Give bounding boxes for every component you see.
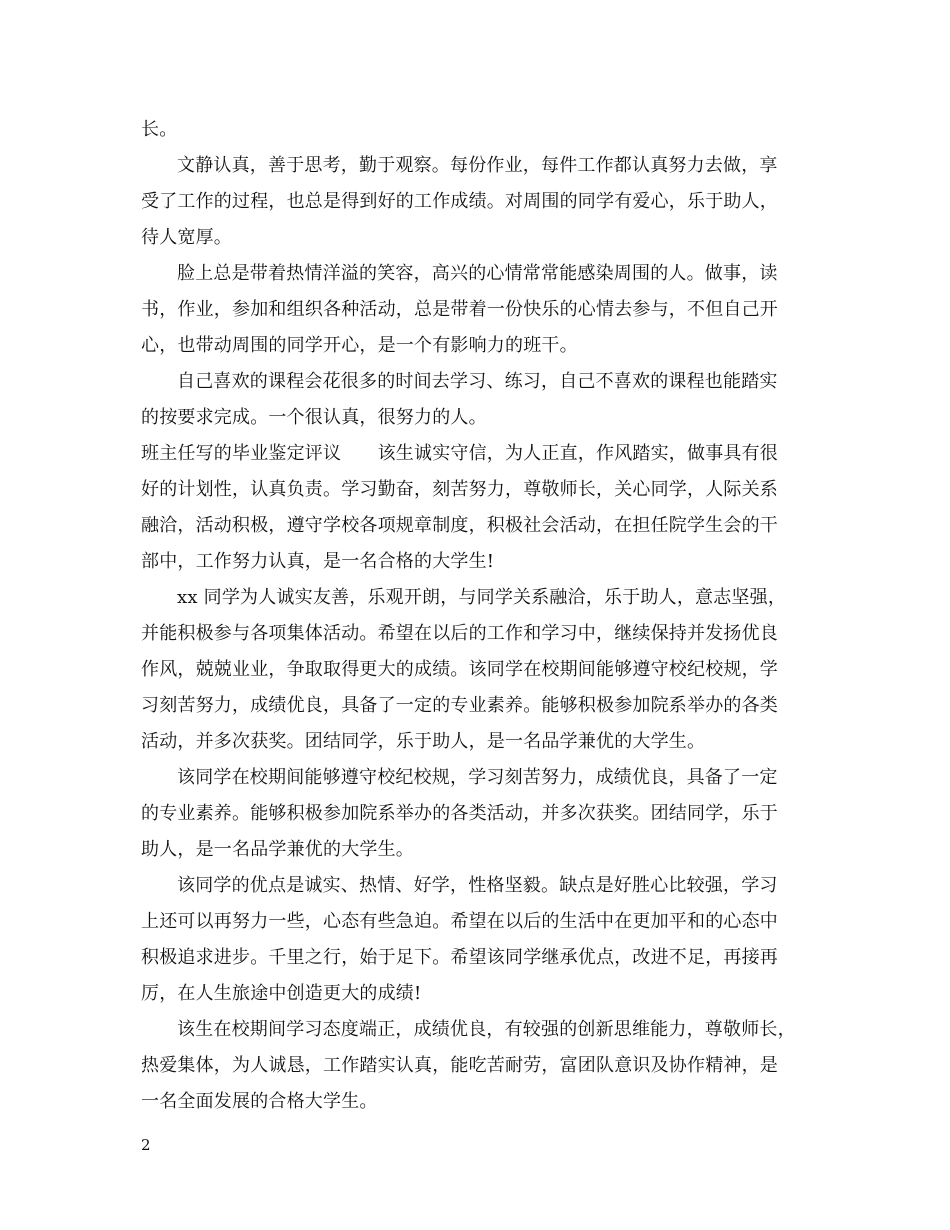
paragraph-5-line-2: 好的计划性，认真负责。学习勤奋，刻苦努力，尊敬师长，关心同学，人际关系 xyxy=(141,479,778,500)
paragraph-8-line-4: 厉，在人生旅途中创造更大的成绩! xyxy=(141,983,422,1004)
paragraph-8-line-2: 上还可以再努力一些，心态有些急迫。希望在以后的生活中在更加平和的心态中 xyxy=(141,911,778,932)
paragraph-2-line-1: 文静认真，善于思考，勤于观察。每份作业，每件工作都认真努力去做，享 xyxy=(177,155,778,176)
paragraph-7-line-3: 助人，是一名品学兼优的大学生。 xyxy=(141,839,414,860)
paragraph-2-line-2: 受了工作的过程，也总是得到好的工作成绩。对周围的同学有爱心，乐于助人， xyxy=(141,191,778,212)
paragraph-2-line-3: 待人宽厚。 xyxy=(141,227,232,248)
paragraph-7-line-1: 该同学在校期间能够遵守校纪校规，学习刻苦努力，成绩优良，具备了一定 xyxy=(177,767,778,788)
paragraph-5-line-4: 部中，工作努力认真，是一名合格的大学生! xyxy=(141,551,495,572)
paragraph-9-line-3: 一名全面发展的合格大学生。 xyxy=(141,1091,378,1112)
paragraph-6-line-4: 习刻苦努力，成绩优良，具备了一定的专业素养。能够积极参加院系举办的各类 xyxy=(141,695,778,716)
paragraph-7-line-2: 的专业素养。能够积极参加院系举办的各类活动，并多次获奖。团结同学，乐于 xyxy=(141,803,778,824)
paragraph-4-line-2: 的按要求完成。一个很认真，很努力的人。 xyxy=(141,407,487,428)
paragraph-3-line-2: 书，作业，参加和组织各种活动，总是带着一份快乐的心情去参与，不但自己开 xyxy=(141,299,778,320)
paragraph-5-line-1: 班主任写的毕业鉴定评议 该生诚实守信，为人正直，作风踏实，做事具有很 xyxy=(141,443,778,464)
paragraph-6-line-1: xx 同学为人诚实友善，乐观开朗，与同学关系融洽，乐于助人，意志坚强， xyxy=(177,587,787,608)
paragraph-3-line-3: 心，也带动周围的同学开心，是一个有影响力的班干。 xyxy=(141,335,578,356)
paragraph-6-line-5: 活动，并多次获奖。团结同学，乐于助人，是一名品学兼优的大学生。 xyxy=(141,731,706,752)
paragraph-9-line-2: 热爱集体，为人诚恳，工作踏实认真，能吃苦耐劳，富团队意识及协作精神，是 xyxy=(141,1055,778,1076)
paragraph-1-line-1: 长。 xyxy=(141,119,178,140)
page-number: 2 xyxy=(141,1136,151,1154)
paragraph-8-line-1: 该同学的优点是诚实、热情、好学，性格坚毅。缺点是好胜心比较强，学习 xyxy=(177,875,778,896)
paragraph-6-line-3: 作风，兢兢业业，争取取得更大的成绩。该同学在校期间能够遵守校纪校规，学 xyxy=(141,659,778,680)
paragraph-5-line-3: 融洽，活动积极，遵守学校各项规章制度，积极社会活动，在担任院学生会的干 xyxy=(141,515,778,536)
paragraph-4-line-1: 自己喜欢的课程会花很多的时间去学习、练习，自己不喜欢的课程也能踏实 xyxy=(177,371,778,392)
paragraph-3-line-1: 脸上总是带着热情洋溢的笑容，高兴的心情常常能感染周围的人。做事，读 xyxy=(177,263,778,284)
paragraph-6-line-2: 并能积极参与各项集体活动。希望在以后的工作和学习中，继续保持并发扬优良 xyxy=(141,623,778,644)
paragraph-8-line-3: 积极追求进步。千里之行，始于足下。希望该同学继承优点，改进不足，再接再 xyxy=(141,947,778,968)
paragraph-9-line-1: 该生在校期间学习态度端正，成绩优良，有较强的创新思维能力，尊敬师长， xyxy=(177,1019,796,1040)
